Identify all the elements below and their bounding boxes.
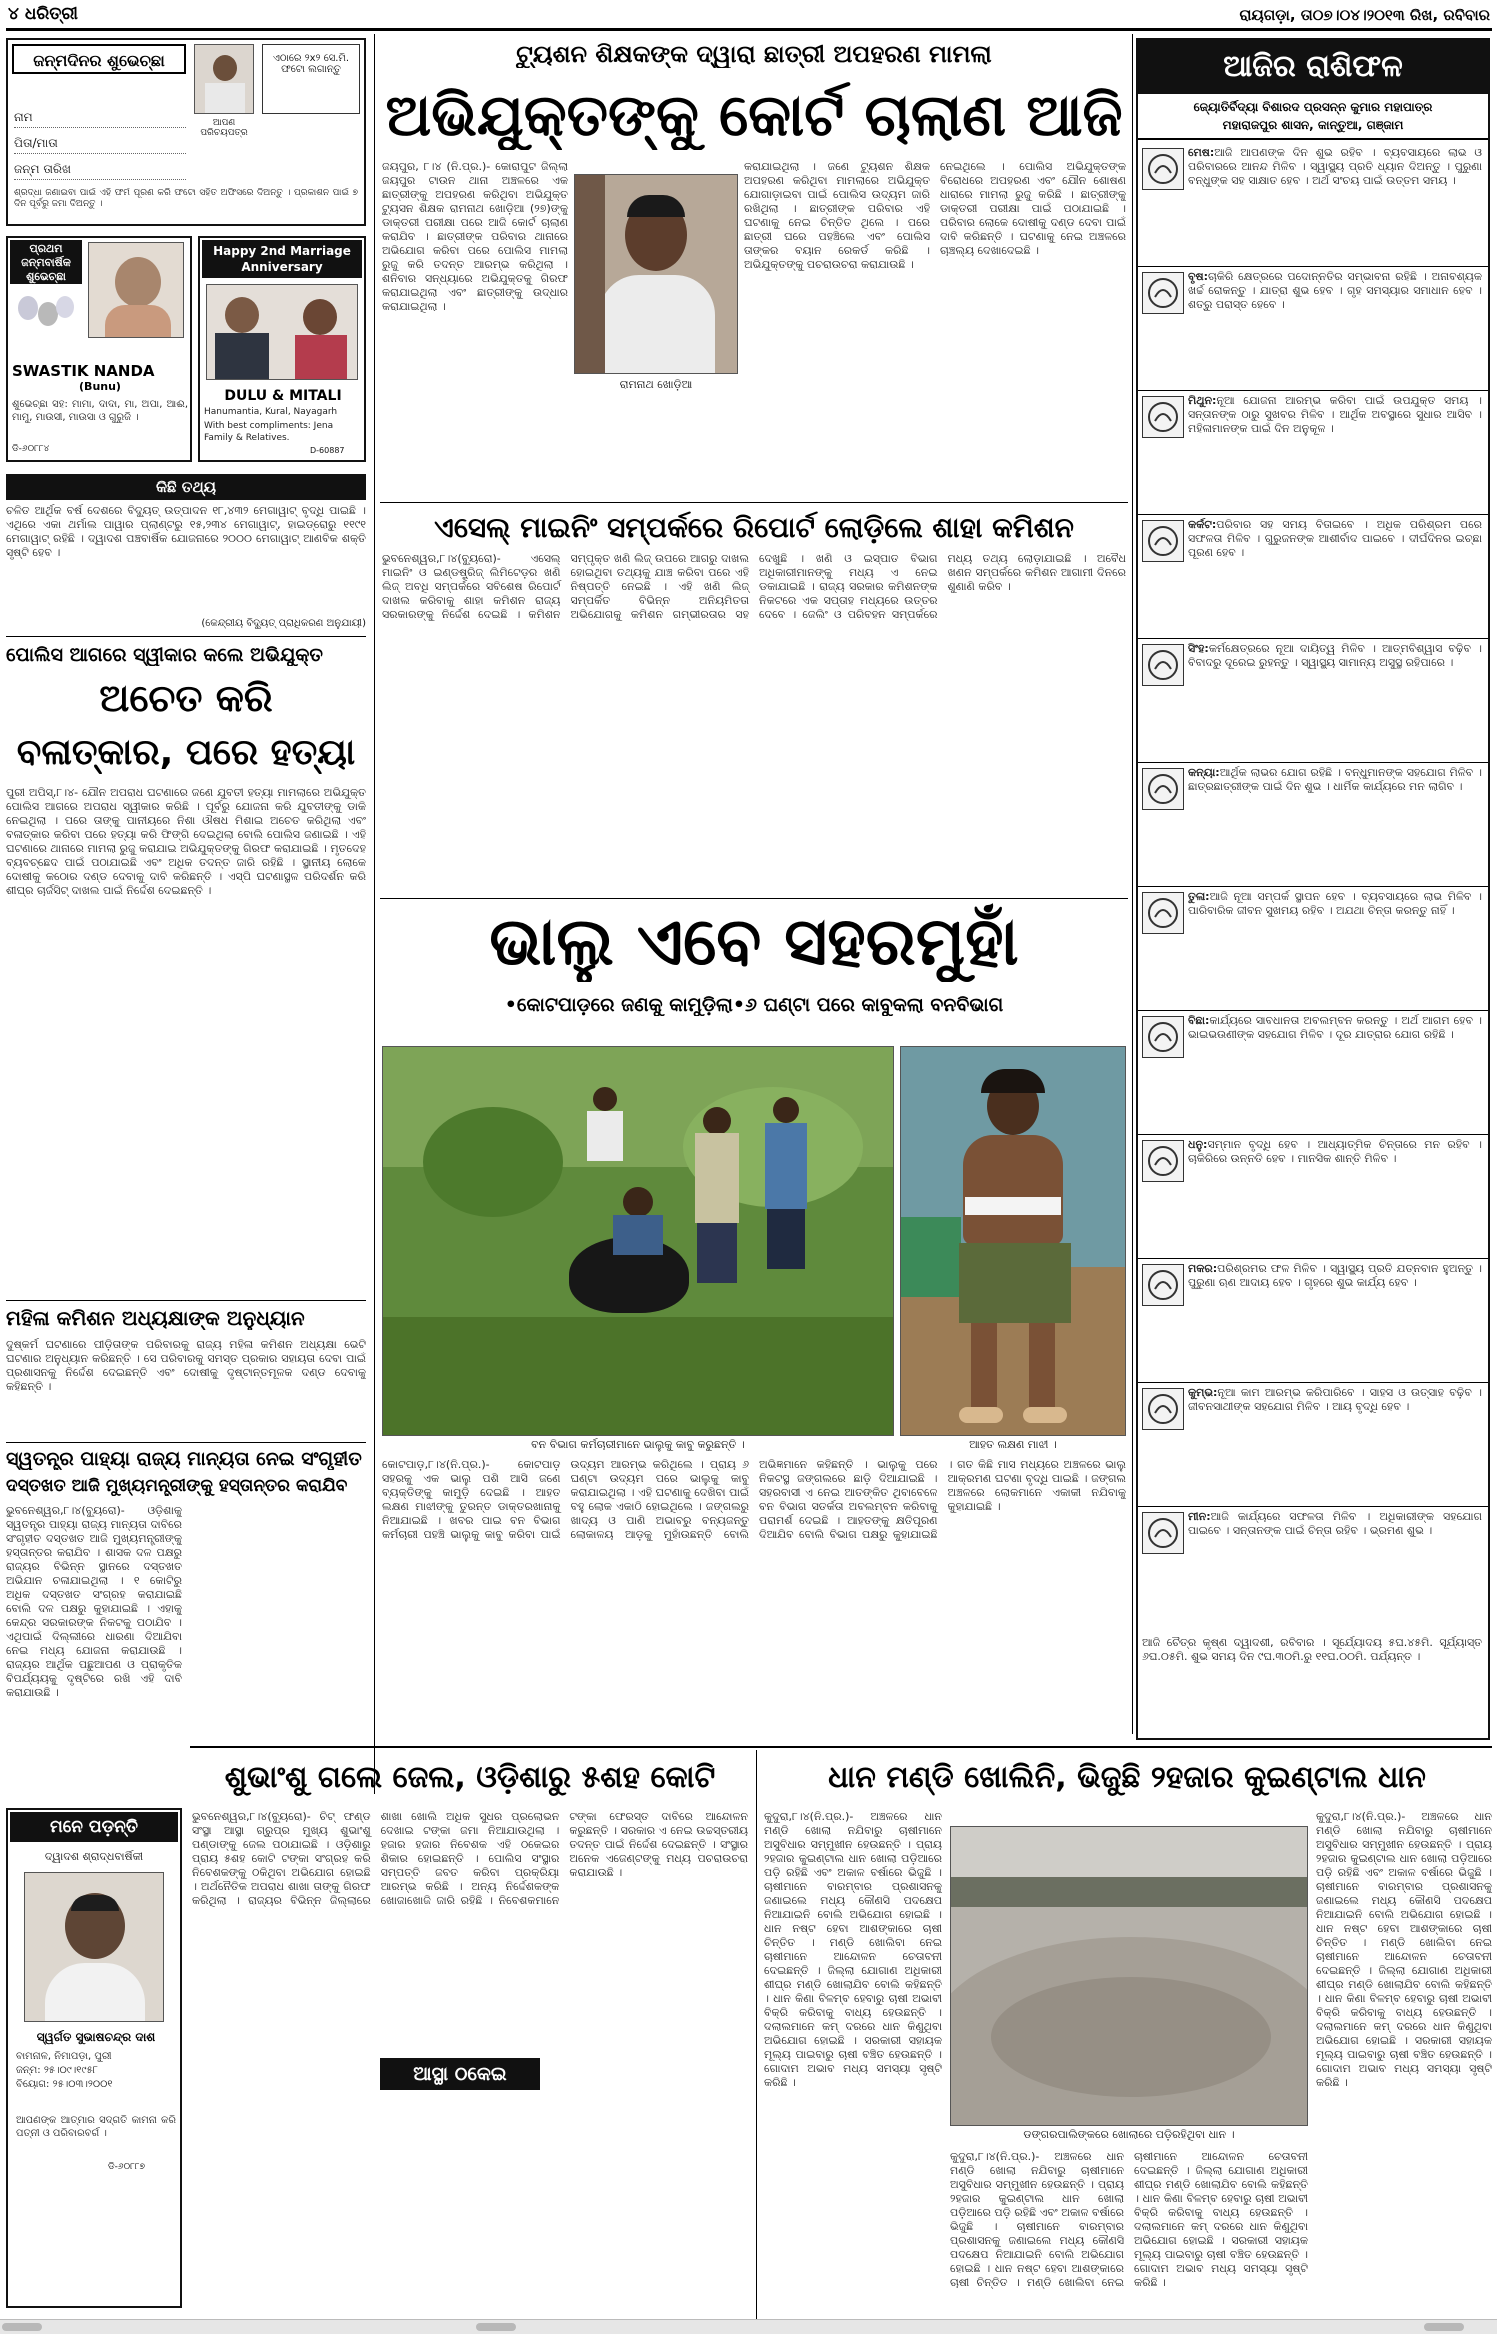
birthday-box <box>6 38 366 226</box>
bear-body: କୋଟପାଡ଼,୮।୪(ନି.ପ୍ର.)- କୋଟପାଡ଼ ସହରକୁ ଏକ ଭାଲୁ ପଶି ଆସି ଜଣେ ବ୍ୟକ୍ତିଙ୍କୁ କାମୁଡ଼ି ଦେଇଛି । ଆହତ ଲକ୍ଷଣ ମାଝୀଙ୍କୁ ତୁରନ୍ତ ଡାକ୍ତରଖାନାକୁ ନିଆଯାଇଛି । ଖବର ପାଇ ବନ ବିଭାଗ କର୍ମଚାରୀ ପହଞ୍ଚି ଭାଲୁକୁ କାବୁ କରିବା ପାଇଁ ଉଦ୍ୟମ ଆରମ୍ଭ କରିଥିଲେ । ପ୍ରାୟ ୬ ଘଣ୍ଟା ଉଦ୍ୟମ ପରେ ଭାଲୁକୁ କାବୁ କରାଯାଇଥିଲା । ଏହି ଘଟଣାକୁ ଦେଖିବା ପାଇଁ ବହୁ ଲୋକ ଏକାଠି ହୋଇଥିଲେ । ଜଙ୍ଗଲରୁ ଖାଦ୍ୟ ଓ ପାଣି ଅଭାବରୁ ବନ୍ୟଜନ୍ତୁ ଲୋକାଳୟ ଆଡ଼କୁ ମୁହାଁଉଛନ୍ତି ବୋଲି ଅଭିଜ୍ଞମାନେ କହିଛନ୍ତି । ଭାଲୁକୁ ପରେ ନିକଟସ୍ଥ ଜଙ୍ଗଲରେ ଛାଡ଼ି ଦିଆଯାଇଛି । ସହରବାସୀ ଏ ନେଇ ଆତଙ୍କିତ ଥିବାବେଳେ ବନ ବିଭାଗ ସତର୍କତା ଅବଲମ୍ବନ କରିବାକୁ ପରାମର୍ଶ ଦେଇଛି । ଆହତଙ୍କୁ କ୍ଷତିପୂରଣ ଦିଆଯିବ ବୋଲି ବିଭାଗ ପକ୍ଷରୁ କୁହାଯାଇଛି । ଗତ କିଛି ମାସ ମଧ୍ୟରେ ଅଞ୍ଚଳରେ ଭାଲୁ ଆକ୍ରମଣ ଘଟଣା ବୃଦ୍ଧି ପାଇଛି । ଜଙ୍ଗଲ ଅଞ୍ଚଳରେ ଲୋକମାନେ ଏକାକୀ ନଯିବାକୁ କୁହାଯାଇଛି । <box>382 1458 1126 1541</box>
paddy-body-under: କୁଦୁରା,୮।୪(ନି.ପ୍ର.)- ଅଞ୍ଚଳରେ ଧାନ ମଣ୍ଡି ଖୋଲା ନଯିବାରୁ ଚାଷୀମାନେ ଅସୁବିଧାର ସମ୍ମୁଖୀନ ହେଉଛନ୍ତି । ପ୍ରାୟ ୨ହଜାର କୁଇଣ୍ଟାଲ ଧାନ ଖୋଲା ପଡ଼ିଆରେ ପଡ଼ି ରହିଛି ଏବଂ ଅକାଳ ବର୍ଷାରେ ଭିଜୁଛି । ଚାଷୀମାନେ ବାରମ୍ବାର ପ୍ରଶାସନକୁ ଜଣାଇଲେ ମଧ୍ୟ କୌଣସି ପଦକ୍ଷେପ ନିଆଯାଇନି ବୋଲି ଅଭିଯୋଗ ହୋଇଛି । ଧାନ ନଷ୍ଟ ହେବା ଆଶଙ୍କାରେ ଚାଷୀ ଚିନ୍ତିତ । ମଣ୍ଡି ଖୋଲିବା ନେଇ ଚାଷୀମାନେ ଆନ୍ଦୋଳନ ଚେତାବନୀ ଦେଇଛନ୍ତି । ଜିଲ୍ଲା ଯୋଗାଣ ଅଧିକାରୀ ଶୀଘ୍ର ମଣ୍ଡି ଖୋଲାଯିବ ବୋଲି କହିଛନ୍ତି । ଧାନ କିଣା ବିଳମ୍ବ ହେବାରୁ ଚାଷୀ ଅଭାବୀ ବିକ୍ରି କରିବାକୁ ବାଧ୍ୟ ହେଉଛନ୍ତି । ଦଲାଲମାନେ କମ୍ ଦରରେ ଧାନ କିଣୁଥିବା ଅଭିଯୋଗ ହୋଇଛି । ସରକାରୀ ସହାୟକ ମୂଲ୍ୟ ପାଇବାରୁ ଚାଷୀ ବଞ୍ଚିତ ହେଉଛନ୍ତି । ଗୋଦାମ ଅଭାବ ମଧ୍ୟ ସମସ୍ୟା ସୃଷ୍ଟି କରିଛି । <box>950 2150 1308 2289</box>
libra-icon <box>1142 892 1184 934</box>
child-photo <box>88 242 184 338</box>
sign-forecast: ପରିଶ୍ରମର ଫଳ ମିଳିବ । ସ୍ୱାସ୍ଥ୍ୟ ପ୍ରତି ଯତ୍ନବାନ ହୁଅନ୍ତୁ । ପୁରୁଣା ଋଣ ଆଦାୟ ହେବ । ଗୃହରେ ଶୁଭ କାର୍ଯ୍ୟ ହେବ । <box>1188 1262 1482 1289</box>
scroll-thumb-left[interactable] <box>2 2323 42 2331</box>
sign-forecast: ପରିବାର ସହ ସମୟ ବିତାଇବେ । ଅଧିକ ପରିଶ୍ରମ ପରେ ସଫଳତା ମିଳିବ । ଗୁରୁଜନଙ୍କ ଆଶୀର୍ବାଦ ପାଇବେ । ଦୀର୍ଘଦିନର ଇଚ୍ଛା ପୂରଣ ହେବ । <box>1188 518 1482 559</box>
panchang: ଆଜି ଚୈତ୍ର କୃଷ୍ଣ ଦ୍ୱାଦଶୀ, ରବିବାର । ସୂର୍ଯ୍ୟୋଦୟ ୫ଘ.୪୫ମି. ସୂର୍ଯ୍ୟାସ୍ତ ୬ଘ.୦୫ମି. ଶୁଭ ସମୟ ଦିନ ୯ଘ.୩୦ମି.ରୁ ୧୧ଘ.୦୦ମି. ପର୍ଯ୍ୟନ୍ତ । <box>1142 1636 1482 1663</box>
anniversary-box <box>198 236 366 462</box>
women-commission-headline: ମହିଳା କମିଶନ ଅଧ୍ୟକ୍ଷାଙ୍କ ଅନୁଧ୍ୟାନ <box>6 1306 305 1330</box>
obituary-title: ମନେ ପଡ଼ନ୍ତି <box>10 1812 178 1842</box>
birthday-footnote: ଶ୍ରଦ୍ଧା ଜଣାଇବା ପାଇଁ ଏହି ଫର୍ମ ପୂରଣ କରି ଫଟୋ ସହିତ ଅଫିସରେ ଦିଅନ୍ତୁ । ପ୍ରକାଶନ ପାଇଁ ୭ ଦିନ ପୂର୍ବରୁ ଜମା ଦିଅନ୍ତୁ । <box>14 188 358 209</box>
bear-capture-photo <box>382 1046 894 1436</box>
sign-name: କର୍କଟ: <box>1188 518 1217 531</box>
sign-name: ଧନୁ: <box>1188 1138 1208 1151</box>
divider <box>6 636 366 637</box>
first-birthday-title: ପ୍ରଥମ ଜନ୍ମବାର୍ଷିକ ଶୁଭେଚ୍ଛା <box>10 240 82 284</box>
obituary-code: ଡି-୬୦୮୮୭ <box>108 2162 145 2172</box>
horoscope-text <box>1188 1262 1482 1380</box>
sign-forecast: ନୂଆ ଯୋଜନା ଆରମ୍ଭ କରିବା ପାଇଁ ଉପଯୁକ୍ତ ସମୟ । ସନ୍ତାନଙ୍କ ଠାରୁ ସୁଖବର ମିଳିବ । ଆର୍ଥିକ ଅବସ୍ଥାରେ ସୁଧାର ଆସିବ । ମହିଳାମାନଙ୍କ ପାଇଁ ଦିନ ଅନୁକୂଳ । <box>1188 394 1482 435</box>
balloons-icon <box>12 296 78 346</box>
horoscope-text <box>1188 270 1482 388</box>
horoscope-entry <box>1142 146 1482 264</box>
injured-man-caption: ଆହତ ଲକ୍ଷଣ ମାଝୀ । <box>969 1438 1057 1451</box>
astrologer-address: ମହାରାଜପୁର ଶାସନ, କାନ୍ତୁଆ, ଗଞ୍ଜାମ <box>1222 118 1404 132</box>
divider <box>1138 1134 1488 1135</box>
horoscope-entry <box>1142 766 1482 884</box>
murder-headline-2: ବଳାତ୍କାର, ପରେ ହତ୍ୟା <box>16 732 356 773</box>
deceased-name: ସ୍ୱର୍ଗତ ସୁଭାଷଚନ୍ଦ୍ର ଦାଶ <box>36 2030 156 2044</box>
horoscope-title: ଆଜିର ରାଶିଫଳ <box>1138 40 1488 94</box>
tuition-body-left: ଜୟପୁର, ୮।୪ (ନି.ପ୍ର.)- କୋରାପୁଟ ଜିଲ୍ଲା ଜୟପୁର ଟାଉନ ଥାନା ଅଞ୍ଚଳରେ ଏକ ଛାତ୍ରୀଙ୍କୁ ଅପହରଣ କରିଥିବା ଅଭିଯୁକ୍ତ ଟ୍ୟୁସନ ଶିକ୍ଷକ ରାମନାଥ ଖୋଡ଼ିଆ (୨୭)ଙ୍କୁ ଡାକ୍ତରୀ ପରୀକ୍ଷା ପରେ ଆଜି କୋର୍ଟ ଚାଲାଣ କରାଯିବ । ଛାତ୍ରୀଙ୍କ ପରିବାର ଥାନାରେ ଅଭିଯୋଗ କରିବା ପରେ ପୋଲିସ ମାମଲା ରୁଜୁ କରି ତଦନ୍ତ ଆରମ୍ଭ କରିଥିଲା । ଶନିବାର ସନ୍ଧ୍ୟାରେ ଅଭିଯୁକ୍ତକୁ ଗିରଫ କରାଯାଇଥିଲା ଏବଂ ଛାତ୍ରୀଙ୍କୁ ଉଦ୍ଧାର କରାଯାଇଥିଲା । <box>382 160 568 313</box>
birthday-title: ଜନ୍ମଦିନର ଶୁଭେଚ୍ଛା <box>12 44 186 74</box>
horoscope-text <box>1188 394 1482 512</box>
horoscope-text <box>1188 1386 1482 1504</box>
column-rule <box>756 1750 757 2320</box>
couple-compliments: With best compliments: Jena Family & Relatives. <box>204 421 334 443</box>
anniversary-code: D-60887 <box>310 446 345 455</box>
couple-address: Hanumantia, Kural, Nayagarh <box>204 407 338 417</box>
horoscope-text <box>1188 1510 1482 1628</box>
tuition-headline: ଅଭିଯୁକ୍ତଙ୍କୁ କୋର୍ଟ ଚାଲାଣ ଆଜି <box>385 81 1123 149</box>
bear-headline: ଭାଲୁ ଏବେ ସହରମୁହାଁ <box>489 903 1019 980</box>
horoscope-text <box>1188 1138 1482 1256</box>
field-dob[interactable]: ଜନ୍ମ ତାରିଖ <box>14 162 186 180</box>
women-commission-body: ଦୁଷ୍କର୍ମ ଘଟଣାରେ ପୀଡ଼ିତାଙ୍କ ପରିବାରକୁ ରାଜ୍ୟ ମହିଳା କମିଶନ ଅଧ୍ୟକ୍ଷା ଭେଟି ଘଟଣାର ଅନୁଧ୍ୟାନ କରିଛନ୍ତି । ସେ ପରିବାରକୁ ସମସ୍ତ ପ୍ରକାର ସହାୟତା ଦେବା ପାଇଁ ପ୍ରଶାସନକୁ ନିର୍ଦ୍ଦେଶ ଦେଇଛନ୍ତି ଏବଂ ଦୋଷୀକୁ ଦୃଷ୍ଟାନ୍ତମୂଳକ ଦଣ୍ଡ ଦେବାକୁ କହିଛନ୍ତି । <box>6 1338 366 1393</box>
shubhanshu-headline: ଶୁଭାଂଶୁ ଗଲେ ଜେଲ, ଓଡ଼ିଶାରୁ ୫ଶହ କୋଟି <box>224 1760 716 1795</box>
divider <box>1138 1506 1488 1507</box>
murder-kicker: ପୋଲିସ ଆଗରେ ସ୍ୱୀକାର କଲେ ଅଭିଯୁକ୍ତ <box>6 644 323 666</box>
pisces-icon <box>1142 1512 1184 1554</box>
bear-kicker: •କୋଟପାଡ଼ରେ ଜଣକୁ କାମୁଡ଼ିଲା•୬ ଘଣ୍ଟା ପରେ କାବୁକଲା ବନବିଭାଗ <box>504 994 1004 1016</box>
sign-forecast: ଆଜି କାର୍ଯ୍ୟରେ ସଫଳତା ମିଳିବ । ଅଧିକାରୀଙ୍କ ସହଯୋଗ ପାଇବେ । ସନ୍ତାନଙ୍କ ପାଇଁ ଚିନ୍ତା ରହିବ । ଭ୍ରମଣ ଶୁଭ । <box>1188 1510 1482 1537</box>
shubhanshu-subhead: ଆସ୍ଥା ଠକେଇ <box>380 2058 540 2090</box>
horoscope-entry <box>1142 394 1482 512</box>
horoscope-entry <box>1142 1262 1482 1380</box>
obituary-family: ଆପଣଙ୍କ ଆତ୍ମାର ସଦ୍ଗତି କାମନା କରି ପତ୍ନୀ ଓ ପରିବାରବର୍ଗ । <box>16 2115 176 2139</box>
sign-name: ମେଷ: <box>1188 146 1215 159</box>
sign-name: ସିଂହ: <box>1188 642 1209 655</box>
accused-photo <box>574 174 738 374</box>
capricorn-icon <box>1142 1264 1184 1306</box>
divider <box>190 1746 1492 1748</box>
sign-forecast: ସମ୍ମାନ ବୃଦ୍ଧି ହେବ । ଆଧ୍ୟାତ୍ମିକ ଚିନ୍ତାରେ ମନ ରହିବ । ଚାକିରିରେ ଉନ୍ନତି ହେବ । ମାନସିକ ଶାନ୍ତି ମିଳିବ । <box>1188 1138 1482 1165</box>
paddy-body-left: କୁଦୁରା,୮।୪(ନି.ପ୍ର.)- ଅଞ୍ଚଳରେ ଧାନ ମଣ୍ଡି ଖୋଲା ନଯିବାରୁ ଚାଷୀମାନେ ଅସୁବିଧାର ସମ୍ମୁଖୀନ ହେଉଛନ୍ତି । ପ୍ରାୟ ୨ହଜାର କୁଇଣ୍ଟାଲ ଧାନ ଖୋଲା ପଡ଼ିଆରେ ପଡ଼ି ରହିଛି ଏବଂ ଅକାଳ ବର୍ଷାରେ ଭିଜୁଛି । ଚାଷୀମାନେ ବାରମ୍ବାର ପ୍ରଶାସନକୁ ଜଣାଇଲେ ମଧ୍ୟ କୌଣସି ପଦକ୍ଷେପ ନିଆଯାଇନି ବୋଲି ଅଭିଯୋଗ ହୋଇଛି । ଧାନ ନଷ୍ଟ ହେବା ଆଶଙ୍କାରେ ଚାଷୀ ଚିନ୍ତିତ । ମଣ୍ଡି ଖୋଲିବା ନେଇ ଚାଷୀମାନେ ଆନ୍ଦୋଳନ ଚେତାବନୀ ଦେଇଛନ୍ତି । ଜିଲ୍ଲା ଯୋଗାଣ ଅଧିକାରୀ ଶୀଘ୍ର ମଣ୍ଡି ଖୋଲାଯିବ ବୋଲି କହିଛନ୍ତି । ଧାନ କିଣା ବିଳମ୍ବ ହେବାରୁ ଚାଷୀ ଅଭାବୀ ବିକ୍ରି କରିବାକୁ ବାଧ୍ୟ ହେଉଛନ୍ତି । ଦଲାଲମାନେ କମ୍ ଦରରେ ଧାନ କିଣୁଥିବା ଅଭିଯୋଗ ହୋଇଛି । ସରକାରୀ ସହାୟକ ମୂଲ୍ୟ ପାଇବାରୁ ଚାଷୀ ବଞ୍ଚିତ ହେଉଛନ୍ତି । ଗୋଦାମ ଅଭାବ ମଧ୍ୟ ସମସ୍ୟା ସୃଷ୍ଟି କରିଛି । <box>764 1810 942 2089</box>
sign-name: ମିଥୁନ: <box>1188 394 1217 407</box>
paddy-headline: ଧାନ ମଣ୍ଡି ଖୋଲିନି, ଭିଜୁଛି ୨ହଜାର କୁଇଣ୍ଟାଲ ଧାନ <box>828 1760 1426 1795</box>
sign-name: କୁମ୍ଭ: <box>1188 1386 1218 1399</box>
horoscope-text <box>1188 766 1482 884</box>
scroll-thumb-right[interactable] <box>1424 2323 1464 2331</box>
divider <box>1138 1382 1488 1383</box>
scorpio-icon <box>1142 1016 1184 1058</box>
first-birthday-box <box>6 236 192 462</box>
first-birthday-wishers: ଶୁଭେଚ୍ଛା ସହ: ମାମା, ଦାଦା, ମା, ଅପା, ଆଈ, ମାମୁ, ମାଉସୀ, ମାଉସା ଓ ଗୁରୁଜି । <box>12 399 188 423</box>
state-status-body: ଭୁବନେଶ୍ୱର,୮।୪(ବ୍ୟୁରୋ)- ଓଡ଼ିଶାକୁ ସ୍ୱତନ୍ତ୍ର ପାହ୍ୟା ରାଜ୍ୟ ମାନ୍ୟତା ଦାବିରେ ସଂଗୃହୀତ ଦସ୍ତଖତ ଆଜି ମୁଖ୍ୟମନ୍ତ୍ରୀଙ୍କୁ ହସ୍ତାନ୍ତର କରାଯିବ । ଶାସକ ଦଳ ପକ୍ଷରୁ ରାଜ୍ୟର ବିଭିନ୍ନ ସ୍ଥାନରେ ଦସ୍ତଖତ ଅଭିଯାନ ଚଳାଯାଇଥିଲା । ୧ କୋଟିରୁ ଅଧିକ ଦସ୍ତଖତ ସଂଗ୍ରହ କରାଯାଇଛି ବୋଲି ଦଳ ପକ୍ଷରୁ କୁହାଯାଇଛି । ଏହାକୁ କେନ୍ଦ୍ର ସରକାରଙ୍କ ନିକଟକୁ ପଠାଯିବ । ଏଥିପାଇଁ ଦିଲ୍ଲୀରେ ଧାରଣା ଦିଆଯିବା ନେଇ ମଧ୍ୟ ଯୋଜନା କରାଯାଉଛି । ରାଜ୍ୟର ଆର୍ଥିକ ପଛୁଆପଣ ଓ ପ୍ରାକୃତିକ ବିପର୍ଯ୍ୟୟକୁ ଦୃଷ୍ଟିରେ ରଖି ଏହି ଦାବି କରାଯାଉଛି । <box>6 1504 182 1699</box>
horoscope-entry <box>1142 890 1482 1008</box>
column-rule <box>1132 34 1133 1734</box>
facts-body: ଚଳିତ ଆର୍ଥିକ ବର୍ଷ ଦେଶରେ ବିଦ୍ୟୁତ୍ ଉତ୍ପାଦନ ୧୮,୪୩୨ ମେଗାୱାଟ୍ ବୃଦ୍ଧି ପାଇଛି । ଏଥିରେ ଏକା ଥର୍ମାଲ ପାୱାର ପ୍ଲାଣ୍ଟରୁ ୧୫,୨୩୪ ମେଗାୱାଟ୍, ହାଇଡ୍ରୋରୁ ୧୧୯୧ ମେଗାୱାଟ୍ ରହିଛି । ଦ୍ୱାଦଶ ପଞ୍ଚବାର୍ଷିକ ଯୋଜନାରେ ୨୦୦୦ ମେଗାୱାଟ୍ ଆଣବିକ ଶକ୍ତି ସୃଷ୍ଟି ହେବ । <box>6 504 366 559</box>
divider <box>1138 886 1488 887</box>
gemini-icon <box>1142 396 1184 438</box>
sign-forecast: କାର୍ଯ୍ୟରେ ସାବଧାନତା ଅବଲମ୍ବନ କରନ୍ତୁ । ଅର୍ଥ ଆଗମ ହେବ । ଭାଇଭଉଣୀଙ୍କ ସହଯୋଗ ମିଳିବ । ଦୂର ଯାତ୍ରାର ଯୋଗ ରହିଛି । <box>1188 1014 1482 1041</box>
horoscope-text <box>1188 1014 1482 1132</box>
sub-caption: ଆପଣ ପରିଚୟପତ୍ର <box>200 118 248 138</box>
horoscope-entry <box>1142 270 1482 388</box>
shah-commission-headline: ଏସେଲ୍ ମାଇନିଂ ସମ୍ପର୍କରେ ରିପୋର୍ଟ ଲୋଡ଼ିଲେ ଶାହା କମିଶନ <box>434 511 1074 544</box>
horoscope-text <box>1188 890 1482 1008</box>
obituary-box <box>6 1808 182 2308</box>
divider <box>380 502 1128 503</box>
shubhanshu-body: ଭୁବନେଶ୍ୱର,୮।୪(ବ୍ୟୁରୋ)- ଚିଟ୍ ଫଣ୍ଡ ସଂସ୍ଥା ଆସ୍ଥା ଗ୍ରୁପ୍ର ମୁଖ୍ୟ ଶୁଭାଂଶୁ ପଣ୍ଡାଙ୍କୁ ଜେଲ ପଠାଯାଇଛି । ଓଡ଼ିଶାରୁ ପ୍ରାୟ ୫ଶହ କୋଟି ଟଙ୍କା ସଂଗ୍ରହ କରି ନିବେଶକଙ୍କୁ ଠକିଥିବା ଅଭିଯୋଗ ହୋଇଛି । ଅର୍ଥନୈତିକ ଅପରାଧ ଶାଖା ତାଙ୍କୁ ଗିରଫ କରିଥିଲା । ରାଜ୍ୟର ବିଭିନ୍ନ ଜିଲ୍ଲାରେ ଶାଖା ଖୋଲି ଅଧିକ ସୁଧର ପ୍ରଲୋଭନ ଦେଖାଇ ଟଙ୍କା ଜମା ନିଆଯାଉଥିଲା । ହଜାର ହଜାର ନିବେଶକ ଏହି ଠକେଇର ଶିକାର ହୋଇଛନ୍ତି । ପୋଲିସ ସଂସ୍ଥାର ସମ୍ପତ୍ତି ଜବତ କରିବା ପ୍ରକ୍ରିୟା ଆରମ୍ଭ କରିଛି । ଅନ୍ୟ ନିର୍ଦ୍ଦେଶକଙ୍କ ଖୋଜାଖୋଜି ଜାରି ରହିଛି । ନିବେଶକମାନେ ଟଙ୍କା ଫେରସ୍ତ ଦାବିରେ ଆନ୍ଦୋଳନ କରୁଛନ୍ତି । ସରକାର ଏ ନେଇ ଉଚ୍ଚସ୍ତରୀୟ ତଦନ୍ତ ପାଇଁ ନିର୍ଦ୍ଦେଶ ଦେଇଛନ୍ତି । ସଂସ୍ଥାର ଅନେକ ଏଜେଣ୍ଟଙ୍କୁ ମଧ୍ୟ ପଚରାଉଚରା କରାଯାଉଛି । <box>192 1810 748 1907</box>
shah-commission-body: ଭୁବନେଶ୍ୱର,୮।୪(ବ୍ୟୁରୋ)- ଏସେଲ୍ ମାଇନିଂ ଓ ଇଣ୍ଡଷ୍ଟ୍ରିଜ୍ ଲିମିଟେଡ଼ର ଖଣି ଲିଜ୍ ଅବଧି ସମ୍ପର୍କରେ ସବିଶେଷ ରିପୋର୍ଟ ଦାଖଲ କରିବାକୁ ଶାହା କମିଶନ ରାଜ୍ୟ ସରକାରଙ୍କୁ ନିର୍ଦ୍ଦେଶ ଦେଇଛି । କମିଶନ ସମ୍ପୃକ୍ତ ଖଣି ଲିଜ୍ ଉପରେ ଆଗରୁ ଦାଖଲ ହୋଇଥିବା ତଥ୍ୟକୁ ଯାଞ୍ଚ କରିବା ପରେ ଏହି ନିଷ୍ପତ୍ତି ନେଇଛି । ଏହି ଖଣି ଲିଜ୍ ସମ୍ପର୍କିତ ବିଭିନ୍ନ ଅନିୟମିତତା ଅଭିଯୋଗକୁ କମିଶନ ଗମ୍ଭୀରତାର ସହ ଦେଖୁଛି । ଖଣି ଓ ଇସ୍ପାତ ବିଭାଗ ଅଧିକାରୀମାନଙ୍କୁ ମଧ୍ୟ ଏ ନେଇ ଡକାଯାଇଛି । ରାଜ୍ୟ ସରକାର କମିଶନଙ୍କ ନିକଟରେ ଏକ ସପ୍ତାହ ମଧ୍ୟରେ ଉତ୍ତର ଦେବେ । ଜେଲିଂ ଓ ପରିବହନ ସମ୍ପର୍କରେ ମଧ୍ୟ ତଥ୍ୟ ଲୋଡ଼ାଯାଇଛି । ଅବୈଧ ଖଣନ ସମ୍ପର୍କରେ କମିଶନ ଆଗାମୀ ଦିନରେ ଶୁଣାଣି କରିବ । <box>382 552 1126 621</box>
field-name[interactable]: ନାମ <box>14 110 186 128</box>
divider <box>1138 1258 1488 1259</box>
horoscope-entry <box>1142 1138 1482 1256</box>
horoscope-entry <box>1142 1386 1482 1504</box>
sign-forecast: କର୍ମକ୍ଷେତ୍ରରେ ନୂଆ ଦାୟିତ୍ୱ ମିଳିବ । ଆତ୍ମବିଶ୍ୱାସ ବଢ଼ିବ । ବିବାଦରୁ ଦୂରେଇ ରୁହନ୍ତୁ । ସ୍ୱାସ୍ଥ୍ୟ ସାମାନ୍ୟ ଅସୁସ୍ଥ ରହିପାରେ । <box>1188 642 1482 669</box>
sagittarius-icon <box>1142 1140 1184 1182</box>
bear-capture-caption: ବନ ବିଭାଗ କର୍ମଚାରୀମାନେ ଭାଲୁକୁ କାବୁ କରୁଛନ୍ତି । <box>531 1438 745 1451</box>
state-status-headline-1: ସ୍ୱତନ୍ତ୍ର ପାହ୍ୟା ରାଜ୍ୟ ମାନ୍ୟତା ନେଇ ସଂଗୃହୀତ <box>6 1448 362 1470</box>
first-birthday-code: ଡି-୬୦୮୮୪ <box>12 444 50 454</box>
child-name: SWASTIK NANDA <box>12 362 155 380</box>
divider <box>1138 266 1488 267</box>
column-rule <box>374 34 375 1794</box>
injured-man-photo <box>900 1046 1126 1436</box>
leo-icon <box>1142 644 1184 686</box>
divider <box>6 1300 366 1301</box>
taurus-icon <box>1142 272 1184 314</box>
sign-name: ବିଛା: <box>1188 1014 1210 1027</box>
divider <box>1138 638 1488 639</box>
sign-forecast: ଆଜି ଆପଣଙ୍କ ଦିନ ଶୁଭ ରହିବ । ବ୍ୟବସାୟରେ ଲାଭ ଓ ପରିବାରରେ ଆନନ୍ଦ ମିଳିବ । ସ୍ୱାସ୍ଥ୍ୟ ପ୍ରତି ଧ୍ୟାନ ଦିଅନ୍ତୁ । ପୁରୁଣା ବନ୍ଧୁଙ୍କ ସହ ସାକ୍ଷାତ ହେବ । ଅର୍ଥ ସଂଚୟ ପାଇଁ ଉତ୍ତମ ସମୟ । <box>1188 146 1482 187</box>
deceased-photo <box>24 1872 164 2022</box>
sign-name: ବୃଷ: <box>1188 270 1209 283</box>
astrologer-name: ଜ୍ୟୋତିର୍ବିଦ୍ୟା ବିଶାରଦ ପ୍ରସନ୍ନ କୁମାର ମହାପାତ୍ର <box>1193 100 1433 114</box>
sign-forecast: ନୂଆ କାମ ଆରମ୍ଭ କରିପାରିବେ । ସାହସ ଓ ଉତ୍ସାହ ବଢ଼ିବ । ଜୀବନସାଥୀଙ୍କ ସହଯୋଗ ମିଳିବ । ଆୟ ବୃଦ୍ଧି ହେବ । <box>1188 1386 1482 1413</box>
cancer-icon <box>1142 520 1184 562</box>
dateline: ରାୟଗଡ଼ା, ତା୦୭।୦୪।୨୦୧୩ ରିଖ, ରବିବାର <box>1239 6 1490 24</box>
sign-name: କନ୍ୟା: <box>1188 766 1220 779</box>
child-nickname: (Bunu) <box>79 380 121 393</box>
murder-headline-1: ଅଚେତ କରି <box>99 676 273 720</box>
tuition-body-right: ନେଇଥିଲେ । ପୋଲିସ ଅଭିଯୁକ୍ତଙ୍କ ବିରୋଧରେ ଅପହରଣ ଏବଂ ଯୌନ ଶୋଷଣ ଧାରାରେ ମାମଲା ରୁଜୁ କରିଛି । ଛାତ୍ରୀଙ୍କୁ ଡାକ୍ତରୀ ପରୀକ୍ଷା ପାଇଁ ପଠାଯାଇଛି । ପରିବାର ଲୋକେ ଦୋଷୀକୁ ଦଣ୍ଡ ଦେବା ପାଇଁ ଦାବି କରିଛନ୍ତି । ଘଟଣାକୁ ନେଇ ଅଞ୍ଚଳରେ ଚାଞ୍ଚଲ୍ୟ ଦେଖାଦେଇଛି । <box>940 160 1126 257</box>
sign-forecast: ଆଜି ନୂଆ ସମ୍ପର୍କ ସ୍ଥାପନ ହେବ । ବ୍ୟବସାୟରେ ଲାଭ ମିଳିବ । ପାରିବାରିକ ଜୀବନ ସୁଖମୟ ରହିବ । ଅଯଥା ଚିନ୍ତା କରନ୍ତୁ ନାହିଁ । <box>1188 890 1482 917</box>
divider <box>1138 1010 1488 1011</box>
deceased-details: ବାମନାଳ, ନିମାପଡ଼ା, ପୁରୀ ଜନ୍ମ: ୨୫।୦୯।୧୯୫୮ ବିୟୋଗ: ୨୫।୦୩।୨୦୦୧ <box>16 2051 113 2090</box>
obituary-subtitle: ଦ୍ୱାଦଶ ଶ୍ରାଦ୍ଧବାର୍ଷିକୀ <box>44 1850 144 1863</box>
horoscope-text <box>1188 518 1482 636</box>
facts-title: କିଛି ତଥ୍ୟ <box>6 474 366 500</box>
divider <box>380 898 1128 899</box>
sign-forecast: ଚାକିରି କ୍ଷେତ୍ରରେ ପଦୋନ୍ନତିର ସମ୍ଭାବନା ରହିଛି । ଅନାବଶ୍ୟକ ଖର୍ଚ୍ଚ ରୋକନ୍ତୁ । ଯାତ୍ରା ଶୁଭ ହେବ । ଗୃହ ସମସ୍ୟାର ସମାଧାନ ହେବ । ଶତ୍ରୁ ପରାସ୍ତ ହେବେ । <box>1188 270 1482 311</box>
divider <box>6 1442 366 1443</box>
divider <box>1138 138 1488 140</box>
divider <box>1138 762 1488 763</box>
horoscope-entry <box>1142 1014 1482 1132</box>
couple-photo <box>206 284 358 380</box>
sign-forecast: ଆର୍ଥିକ ଲାଭର ଯୋଗ ରହିଛି । ବନ୍ଧୁମାନଙ୍କ ସହଯୋଗ ମିଳିବ । ଛାତ୍ରଛାତ୍ରୀଙ୍କ ପାଇଁ ଦିନ ଶୁଭ । ଧାର୍ମିକ କାର୍ଯ୍ୟରେ ମନ ଲାଗିବ । <box>1188 766 1482 793</box>
murder-body: ପୁରୀ ଅପିସ୍,୮।୪- ଯୌନ ଅପରାଧ ଘଟଣାରେ ଜଣେ ଯୁବତୀ ହତ୍ୟା ମାମଲାରେ ଅଭିଯୁକ୍ତ ପୋଲିସ ଆଗରେ ଅପରାଧ ସ୍ୱୀକାର କରିଛି । ପୂର୍ବରୁ ଯୋଜନା କରି ଯୁବତୀଙ୍କୁ ଡାକି ନେଇଥିଲା । ପରେ ତାଙ୍କୁ ପାନୀୟରେ ନିଶା ଔଷଧ ମିଶାଇ ଅଚେତ କରିଥିଲା ଏବଂ ବଳାତ୍କାର କରିବା ପରେ ହତ୍ୟା କରି ଫିଙ୍ଗି ଦେଇଥିଲା ବୋଲି ପୋଲିସ ଜଣାଇଛି । ଏହି ଘଟଣାରେ ଥାନାରେ ମାମଲା ରୁଜୁ କରାଯାଇ ଅଭିଯୁକ୍ତଙ୍କୁ ଗିରଫ କରାଯାଇଛି । ମୃତଦେହ ବ୍ୟବଚ୍ଛେଦ ପାଇଁ ପଠାଯାଇଛି ଏବଂ ଅଧିକ ତଦନ୍ତ ଜାରି ରହିଛି । ସ୍ଥାନୀୟ ଲୋକେ ଦୋଷୀକୁ କଠୋର ଦଣ୍ଡ ଦେବାକୁ ଦାବି କରିଛନ୍ତି । ଏସ୍ପି ଘଟଣାସ୍ଥଳ ପରିଦର୍ଶନ କରି ଶୀଘ୍ର ଚାର୍ଜସିଟ୍ ଦାଖଲ ପାଇଁ ନିର୍ଦ୍ଦେଶ ଦେଇଛନ୍ତି । <box>6 786 366 897</box>
accused-photo-caption: ରାମନାଥ ଖୋଡ଼ିଆ <box>619 378 693 391</box>
paddy-body-right: କୁଦୁରା,୮।୪(ନି.ପ୍ର.)- ଅଞ୍ଚଳରେ ଧାନ ମଣ୍ଡି ଖୋଲା ନଯିବାରୁ ଚାଷୀମାନେ ଅସୁବିଧାର ସମ୍ମୁଖୀନ ହେଉଛନ୍ତି । ପ୍ରାୟ ୨ହଜାର କୁଇଣ୍ଟାଲ ଧାନ ଖୋଲା ପଡ଼ିଆରେ ପଡ଼ି ରହିଛି ଏବଂ ଅକାଳ ବର୍ଷାରେ ଭିଜୁଛି । ଚାଷୀମାନେ ବାରମ୍ବାର ପ୍ରଶାସନକୁ ଜଣାଇଲେ ମଧ୍ୟ କୌଣସି ପଦକ୍ଷେପ ନିଆଯାଇନି ବୋଲି ଅଭିଯୋଗ ହୋଇଛି । ଧାନ ନଷ୍ଟ ହେବା ଆଶଙ୍କାରେ ଚାଷୀ ଚିନ୍ତିତ । ମଣ୍ଡି ଖୋଲିବା ନେଇ ଚାଷୀମାନେ ଆନ୍ଦୋଳନ ଚେତାବନୀ ଦେଇଛନ୍ତି । ଜିଲ୍ଲା ଯୋଗାଣ ଅଧିକାରୀ ଶୀଘ୍ର ମଣ୍ଡି ଖୋଲାଯିବ ବୋଲି କହିଛନ୍ତି । ଧାନ କିଣା ବିଳମ୍ବ ହେବାରୁ ଚାଷୀ ଅଭାବୀ ବିକ୍ରି କରିବାକୁ ବାଧ୍ୟ ହେଉଛନ୍ତି । ଦଲାଲମାନେ କମ୍ ଦରରେ ଧାନ କିଣୁଥିବା ଅଭିଯୋଗ ହୋଇଛି । ସରକାରୀ ସହାୟକ ମୂଲ୍ୟ ପାଇବାରୁ ଚାଷୀ ବଞ୍ଚିତ ହେଉଛନ୍ତି । ଗୋଦାମ ଅଭାବ ମଧ୍ୟ ସମସ୍ୟା ସୃଷ୍ଟି କରିଛି । <box>1316 1810 1492 2089</box>
sign-name: ତୁଳା: <box>1188 890 1210 903</box>
birthday-sample-photo <box>194 44 254 114</box>
state-status-headline-2: ଦସ୍ତଖତ ଆଜି ମୁଖ୍ୟମନ୍ତ୍ରୀଙ୍କୁ ହସ୍ତାନ୍ତର କରାଯିବ <box>6 1476 348 1496</box>
horizontal-scrollbar[interactable] <box>0 2319 1497 2334</box>
horoscope-text <box>1188 642 1482 760</box>
couple-names: DULU & MITALI <box>224 388 342 404</box>
header-rule <box>6 28 1492 31</box>
divider <box>1138 514 1488 515</box>
aquarius-icon <box>1142 1388 1184 1430</box>
sign-name: ମୀନ: <box>1188 1510 1211 1523</box>
sign-name: ମକର: <box>1188 1262 1218 1275</box>
paddy-photo-caption: ଡଙ୍ଗରପାଲିଙ୍କରେ ଖୋଲାରେ ପଡ଼ିରହିଥିବା ଧାନ । <box>1023 2128 1235 2141</box>
aries-icon <box>1142 148 1184 190</box>
horoscope-entry <box>1142 642 1482 760</box>
scroll-thumb-mid[interactable] <box>476 2323 516 2331</box>
field-parents[interactable]: ପିତା/ମାତା <box>14 136 186 154</box>
photo-note: ଏଠାରେ ୨x୨ ସେ.ମି. ଫଟୋ ଲଗାନ୍ତୁ <box>262 44 360 114</box>
anniversary-title: Happy 2nd Marriage Anniversary <box>202 240 362 278</box>
paddy-photo <box>950 1826 1308 2126</box>
facts-source: (କେନ୍ଦ୍ରୀୟ ବିଦ୍ୟୁତ୍ ପ୍ରାଧିକରଣ ଅନୁଯାୟୀ) <box>201 618 366 629</box>
tuition-body-mid: କରାଯାଇଥିଲା । ଜଣେ ଟ୍ୟୁଶନ ଶିକ୍ଷକ ଅପହରଣ କରିଥିବା ମାମଲାରେ ଅଭିଯୁକ୍ତ ଯୋଗାଡ଼ାଇବା ପାଇଁ ପୋଲିସ ଉଦ୍ୟମ ଜାରି ରଖିଥିଲା । ଛାତ୍ରୀଙ୍କ ପରିବାର ଏହି ଘଟଣାକୁ ନେଇ ଚିନ୍ତିତ ଥିଲେ । ପରେ ଛାତ୍ରୀ ଘରେ ପହଞ୍ଚିଲେ ଏବଂ ପୋଲିସ ତାଙ୍କର ବୟାନ ରେକର୍ଡ କରିଛି । ଅଭିଯୁକ୍ତଙ୍କୁ ପଚରାଉଚରା କରାଯାଉଛି । <box>744 160 930 271</box>
page-label: ୪ ଧରିତ୍ରୀ <box>8 4 78 24</box>
tuition-kicker: ଟ୍ୟୁଶନ ଶିକ୍ଷକଙ୍କ ଦ୍ୱାରା ଛାତ୍ରୀ ଅପହରଣ ମାମଲା <box>516 40 992 68</box>
horoscope-entry <box>1142 1510 1482 1628</box>
divider <box>1138 390 1488 391</box>
virgo-icon <box>1142 768 1184 810</box>
horoscope-text <box>1188 146 1482 264</box>
horoscope-entry <box>1142 518 1482 636</box>
